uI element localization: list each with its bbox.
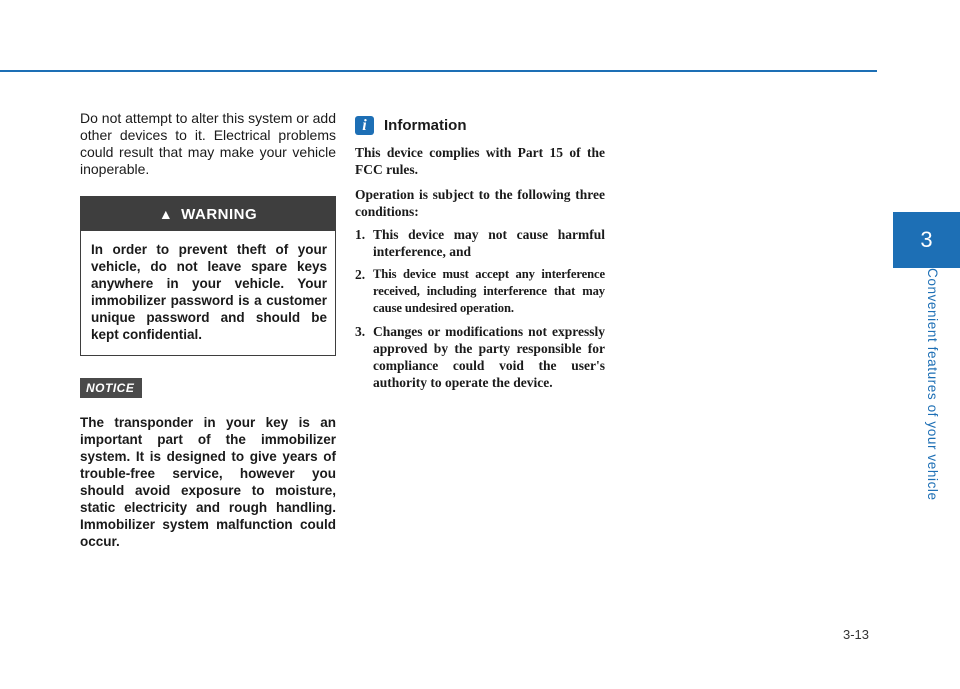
intro-paragraph: Do not attempt to alter this system or add other devices to it. Electrical problems could result that may make your vehicle inoperable. (80, 110, 337, 177)
information-title: Information (384, 116, 467, 134)
condition-item (355, 323, 605, 391)
condition-number: 3. (355, 324, 366, 339)
chapter-tab (893, 212, 960, 268)
page-number: 3-13 (843, 627, 870, 642)
information-column (355, 114, 605, 397)
warning-text: In order to prevent theft of your vehicle, do not leave spare keys anywhere in your vehicle. Your immobilizer password is a customer unique password and should be kept confidential. (91, 242, 327, 342)
condition-number: 1. (355, 227, 366, 242)
conditions-list (355, 226, 605, 391)
chapter-title: Convenient features of your vehicle (925, 268, 940, 501)
information-heading (355, 114, 605, 136)
left-column (80, 110, 336, 550)
warning-triangle-icon: ▲ (158, 206, 174, 222)
condition-number: 2. (355, 267, 366, 282)
chapter-number: 3 (920, 227, 933, 252)
condition-text: This device must accept any interference received, including interference that may cause undesired operation. (373, 267, 605, 315)
condition-item (355, 226, 605, 260)
condition-item (355, 266, 605, 317)
info-icon: i (355, 116, 374, 135)
notice-text: The transponder in your key is an important part of the immobilizer system. It is designed to give years of trouble-free service, however you should avoid exposure to moisture, static electricity and rough handling. Immobilizer system malfunction could occur. (80, 415, 336, 549)
information-paragraph-1: This device complies with Part 15 of the FCC rules. (355, 145, 605, 177)
notice-badge: NOTICE (80, 378, 142, 398)
warning-header (81, 197, 335, 231)
information-paragraph-2: Operation is subject to the following three conditions: (355, 187, 605, 219)
condition-text: This device may not cause harmful interference, and (373, 227, 605, 259)
warning-box (80, 196, 336, 356)
condition-text: Changes or modifications not expressly approved by the party responsible for compliance could void the user's authority to operate the device. (373, 324, 605, 390)
header-rule (0, 70, 877, 72)
warning-label: WARNING (181, 205, 258, 223)
